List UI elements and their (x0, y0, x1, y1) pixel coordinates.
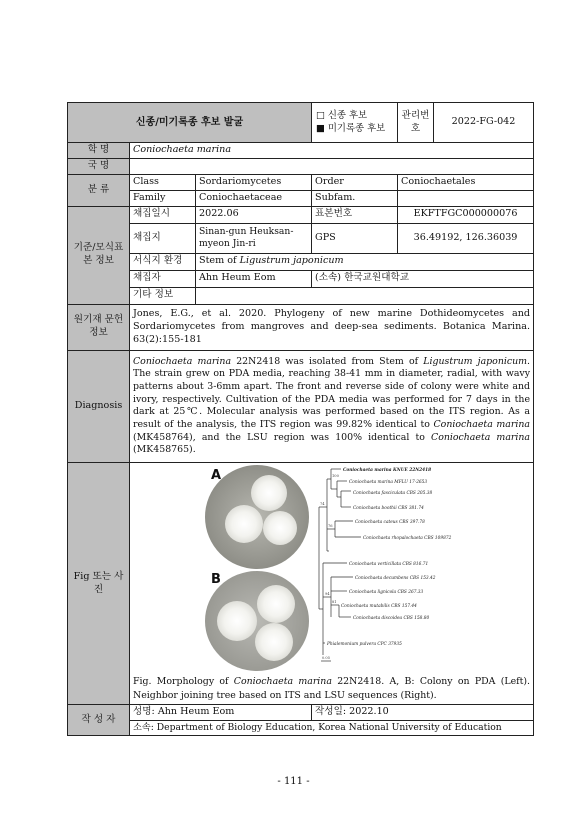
tree-taxon: Coniochaeta lignicola CBS 267.33 (349, 589, 424, 595)
subfamily-value (398, 190, 534, 206)
author-affiliation: 소속: Department of Biology Education, Korea National University of Education (130, 721, 534, 736)
family-label: Family (130, 190, 196, 206)
family-value: Coniochaetaceae (196, 190, 312, 206)
collection-site: Sinan-gun Heuksan-myeon Jin-ri (196, 223, 312, 253)
tree-taxon: Coniochaeta verticillata CBS 816.71 (349, 561, 429, 567)
colony-a3 (263, 511, 297, 545)
figure-cell (130, 462, 534, 704)
plate-a-label: A (211, 467, 222, 483)
option-new-species: □ 신종 후보 (316, 109, 368, 121)
reference-text: Jones, E.G., et al. 2020. Phylogeny of new marine Dothideomycetes and Sordariomycetes from mangroves and deep-sea sediments. Botanica Marina. 63(2):155-181 (130, 304, 534, 350)
scientific-name: Coniochaeta marina (130, 143, 534, 159)
management-number-label: 관리번호 (398, 103, 434, 143)
other-info-label: 기타 정보 (130, 287, 196, 304)
colony-a1 (251, 475, 287, 511)
colony-b1 (217, 601, 257, 641)
plate-b-label: B (211, 571, 221, 587)
scientific-name-label: 학 명 (68, 143, 130, 159)
collection-date-label: 채집일시 (130, 206, 196, 223)
collection-site-label: 채집지 (130, 223, 196, 253)
tree-scale-label: 0.05 (322, 655, 331, 660)
colony-a2 (225, 505, 263, 543)
gps-coordinates: 36.49192, 126.36039 (398, 223, 534, 253)
habitat: Stem of Ligustrum japonicum (196, 253, 534, 270)
form-title: 신종/미기록종 후보 발굴 (68, 103, 312, 143)
collection-date: 2022.06 (196, 206, 312, 223)
habitat-host-species: Ligustrum japonicum (239, 255, 344, 267)
classification-label: 분 류 (68, 175, 130, 207)
specimen-number-label: 표본번호 (312, 206, 398, 223)
order-value: Coniochaetales (398, 175, 534, 191)
tree-taxon: Coniochaeta decumbens CBS 153.42 (355, 575, 436, 581)
tree-support-value: 76 (328, 523, 333, 528)
specimen-number: EKFTFGC000000076 (398, 206, 534, 223)
collector-label: 채집자 (130, 270, 196, 287)
figure-caption: Fig. Morphology of Coniochaeta marina 22N2418. A, B: Colony on PDA (Left). Neighbor joining tree based on ITS and LSU sequences (Right). (133, 675, 531, 701)
tree-taxon: Coniochaeta cateus CBS 397.78 (355, 519, 425, 525)
korean-name-label: 국 명 (68, 159, 130, 175)
specimen-section-label: 기준/모식표본 정보 (68, 206, 130, 304)
collector-affiliation: (소속) 한국교원대학교 (312, 270, 534, 287)
page-number: - 111 - (277, 776, 310, 787)
figure-label: Fig 또는 사진 (68, 462, 130, 704)
collector-name: Ahn Heum Eom (196, 270, 312, 287)
tree-support-value: 81 (332, 599, 337, 604)
option-unrecorded-species: ■ 미기록종 후보 (316, 122, 386, 134)
figure-area (133, 463, 530, 675)
tree-support-value: 74 (320, 501, 325, 506)
tree-taxon: Coniochaeta fasciculata CBS 205.38 (353, 490, 433, 496)
order-label: Order (312, 175, 398, 191)
diagnosis-text: Coniochaeta marina 22N2418 was isolated from Stem of Ligustrum japonicum. The strain grew on PDA media, reaching 38-41 mm in diameter, radial, with wavy patterns about 3-6mm apart. The front and reverse side of colony were white and ivory, respectively. Cultivation of the PDA media was performed for 7 days in the dark at 25℃. Molecular analysis was performed based on the ITS region. As a result of the analysis, the ITS region was 99.82% identical to Coniochaeta marina (MK458764), and the LSU region was 100% identical to Coniochaeta marina (MK458765). (130, 350, 534, 462)
author-date: 작성일: 2022.10 (312, 705, 534, 721)
species-form-table (67, 102, 534, 736)
candidate-type-options (312, 103, 398, 143)
colony-b3 (255, 623, 293, 661)
tree-taxon: Coniochaeta marina MFLU 17-2653 (349, 479, 428, 485)
tree-taxon: Coniochaeta marina KNUE 22N2418 (343, 467, 432, 473)
phylogenetic-tree (317, 467, 529, 667)
tree-support-value: 100 (332, 473, 339, 478)
tree-taxon: Coniochaeta discoidea CBS 158.80 (353, 615, 430, 621)
author-name: 성명: Ahn Heum Eom (130, 705, 312, 721)
other-info (196, 287, 534, 304)
gps-label: GPS (312, 223, 398, 253)
tree-taxon: Coniochaeta rhopalochaeta CBS 109872 (363, 535, 452, 541)
tree-taxon: Coniochaeta boothii CBS 381.74 (353, 505, 424, 511)
class-value: Sordariomycetes (196, 175, 312, 191)
reference-label: 원기재 문헌 정보 (68, 304, 130, 350)
habitat-label: 서식지 환경 (130, 253, 196, 270)
tree-taxon: Coniochaeta mutabilis CBS 157.44 (341, 603, 417, 609)
management-number: 2022-FG-042 (434, 103, 534, 143)
author-label: 작 성 자 (68, 705, 130, 736)
tree-taxon: Phialemonium pulvera CPC 37935 (327, 641, 402, 647)
class-label: Class (130, 175, 196, 191)
diagnosis-label: Diagnosis (68, 350, 130, 462)
korean-name (130, 159, 534, 175)
subfamily-label: Subfam. (312, 190, 398, 206)
tree-support-value: 94 (325, 591, 330, 596)
colony-b2 (257, 585, 295, 623)
